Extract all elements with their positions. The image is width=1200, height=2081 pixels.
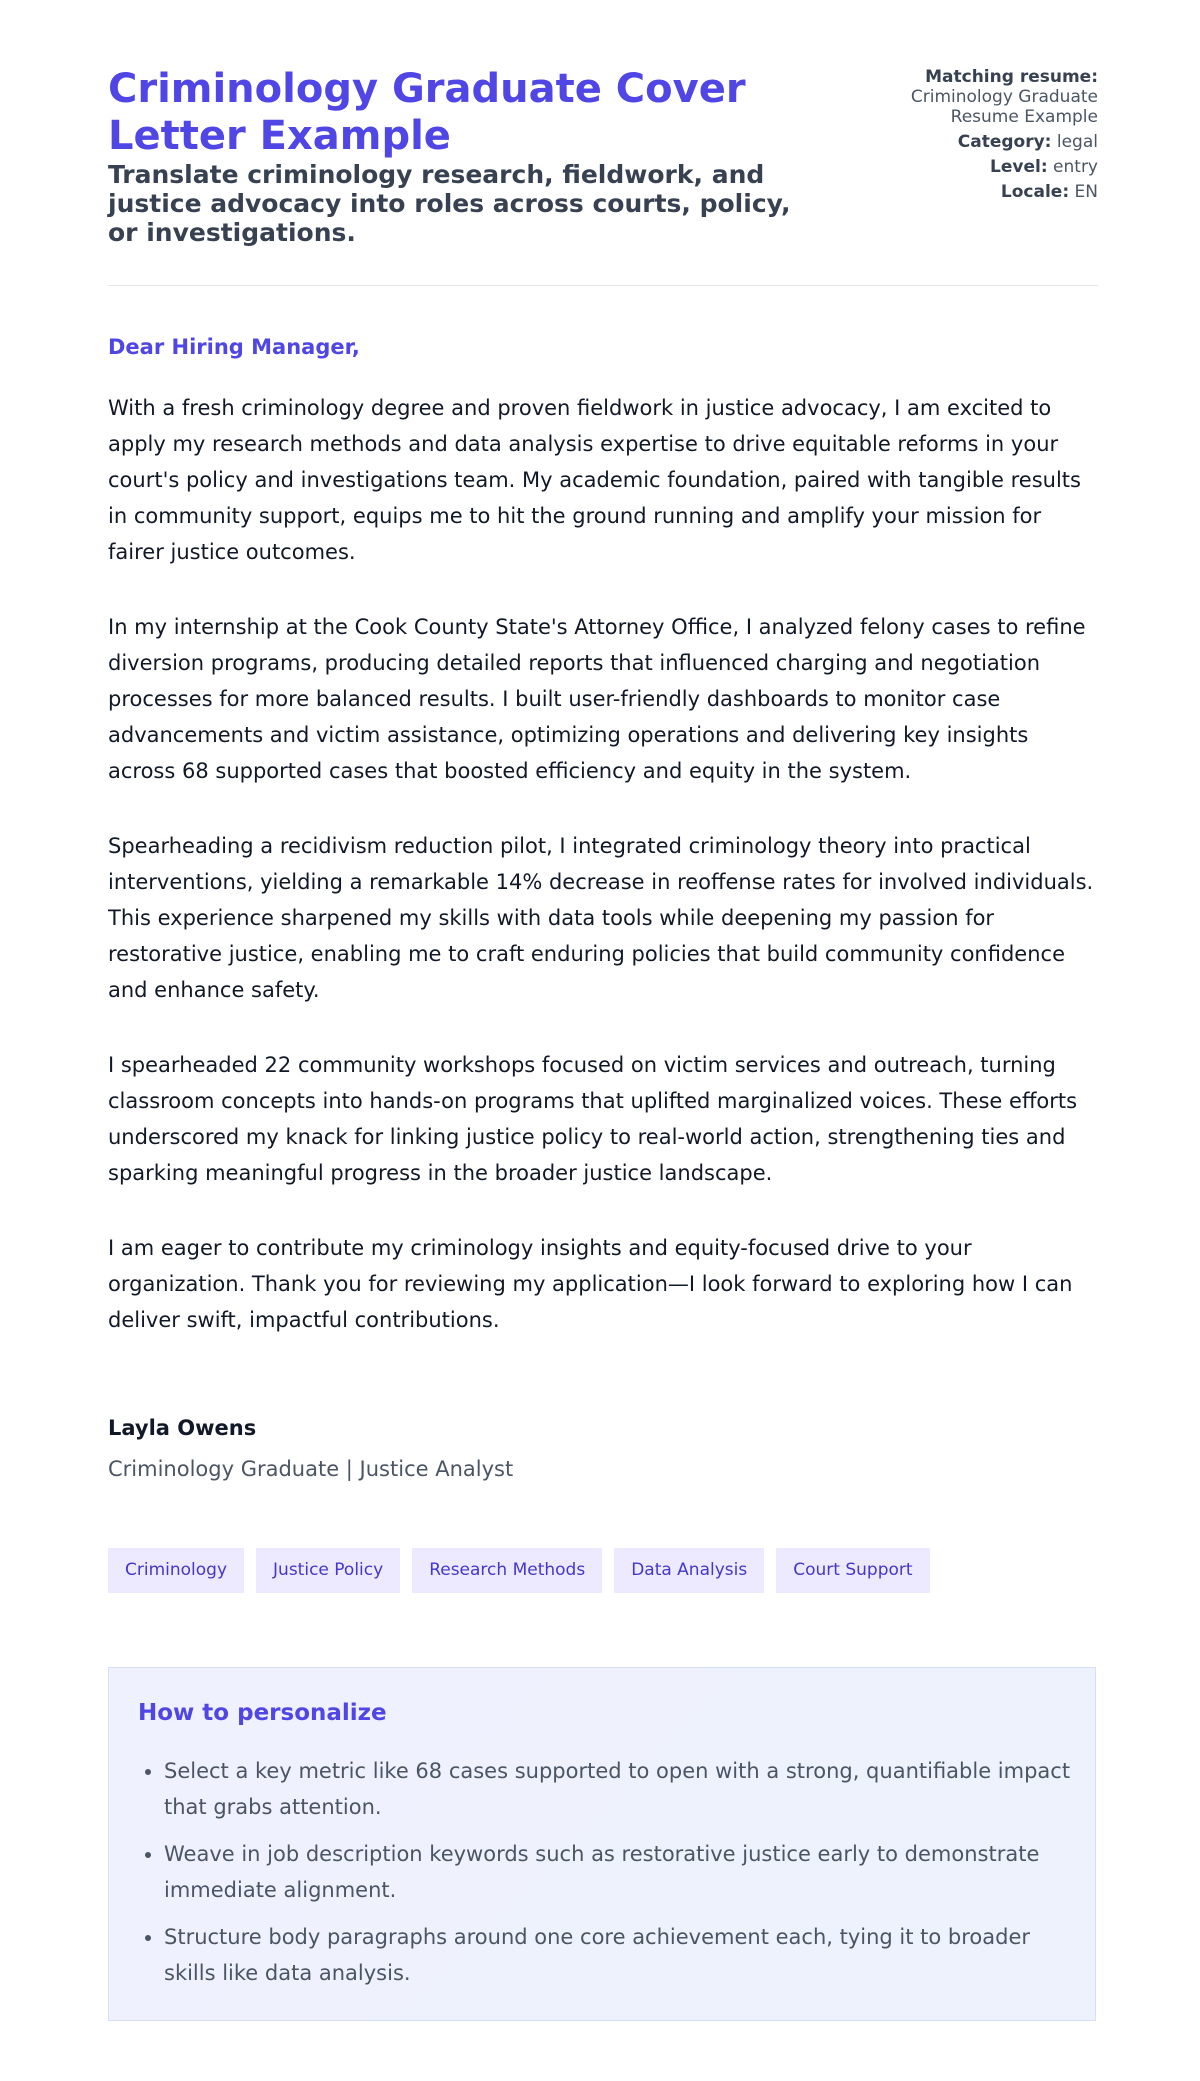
page-subtitle: Translate criminology research, fieldwork, and justice advocacy into roles across courts, policy, or investigations. bbox=[108, 160, 791, 247]
letter-paragraph: With a fresh criminology degree and proven fieldwork in justice advocacy, I am excited to apply my research methods and data analysis expertise to drive equitable reforms in your court's policy and investigations team. My academic foundation, paired with tangible results in community support, equips me to hit the ground running and amplify your mission for fairer justice outcomes. bbox=[108, 396, 1081, 564]
level-meta bbox=[858, 157, 1098, 177]
skill-tags bbox=[108, 1548, 930, 1593]
skill-tag: Research Methods bbox=[412, 1548, 602, 1593]
tip-item: • Select a key metric like 68 cases supported to open with a strong, quantifiable impact that grabs attention. bbox=[164, 1753, 1084, 1825]
resume-meta bbox=[858, 67, 1098, 207]
tips-list bbox=[138, 1753, 1084, 2002]
level-value: entry bbox=[1053, 157, 1098, 177]
category-value: legal bbox=[1056, 132, 1098, 152]
locale-meta bbox=[858, 182, 1098, 202]
skill-tag: Criminology bbox=[108, 1548, 244, 1593]
letter-paragraph: I spearheaded 22 community workshops focused on victim services and outreach, turning classroom concepts into hands-on programs that uplifted marginalized voices. These efforts underscored my knack for linking justice policy to real-world action, strengthening ties and sparking meaningful progress in the broader justice landscape. bbox=[108, 1053, 1078, 1185]
page-header bbox=[108, 0, 1098, 286]
matching-resume bbox=[858, 67, 1098, 127]
matching-resume-link[interactable]: Criminology Graduate Resume Example bbox=[910, 87, 1098, 127]
personalization-tips bbox=[108, 1667, 1096, 2021]
letter-paragraph: In my internship at the Cook County State's Attorney Office, I analyzed felony cases to refine diversion programs, producing detailed reports that influenced charging and negotiation processes for more balanced results. I built user-friendly dashboards to monitor case advancements and victim assistance, optimizing operations and delivering key insights across 68 supported cases that boosted efficiency and equity in the system. bbox=[108, 615, 1086, 783]
locale-value: EN bbox=[1074, 182, 1098, 202]
letter-paragraph: I am eager to contribute my criminology insights and equity-focused drive to your organization. Thank you for reviewing my application—I look forward to exploring how I can deliver swift, impactful contributions. bbox=[108, 1236, 1073, 1332]
category-label: Category: bbox=[957, 132, 1052, 152]
cover-letter-page bbox=[108, 0, 1098, 1985]
skill-tag: Court Support bbox=[776, 1548, 929, 1593]
tip-item: • Structure body paragraphs around one core achievement each, tying it to broader skills like data analysis. bbox=[164, 1919, 1084, 1991]
salutation: Dear Hiring Manager, bbox=[108, 335, 360, 359]
letter-paragraph: Spearheading a recidivism reduction pilot, I integrated criminology theory into practical interventions, yielding a remarkable 14% decrease in reoffense rates for involved individuals. This experience sharpened my skills with data tools while deepening my passion for restorative justice, enabling me to craft enduring policies that build community confidence and enhance safety. bbox=[108, 834, 1094, 1002]
page-title: Criminology Graduate Cover Letter Example bbox=[108, 66, 746, 159]
tips-title: How to personalize bbox=[138, 1700, 387, 1726]
tip-item: • Weave in job description keywords such as restorative justice early to demonstrate immediate alignment. bbox=[164, 1836, 1084, 1908]
signature-name: Layla Owens bbox=[108, 1416, 257, 1440]
signature-role: Criminology Graduate | Justice Analyst bbox=[108, 1457, 514, 1481]
letter-body bbox=[108, 390, 1098, 1377]
category-meta bbox=[858, 132, 1098, 152]
skill-tag: Data Analysis bbox=[614, 1548, 764, 1593]
matching-resume-label: Matching resume: bbox=[925, 67, 1098, 87]
level-label: Level: bbox=[990, 157, 1048, 177]
skill-tag: Justice Policy bbox=[256, 1548, 400, 1593]
locale-label: Locale: bbox=[1000, 182, 1070, 202]
